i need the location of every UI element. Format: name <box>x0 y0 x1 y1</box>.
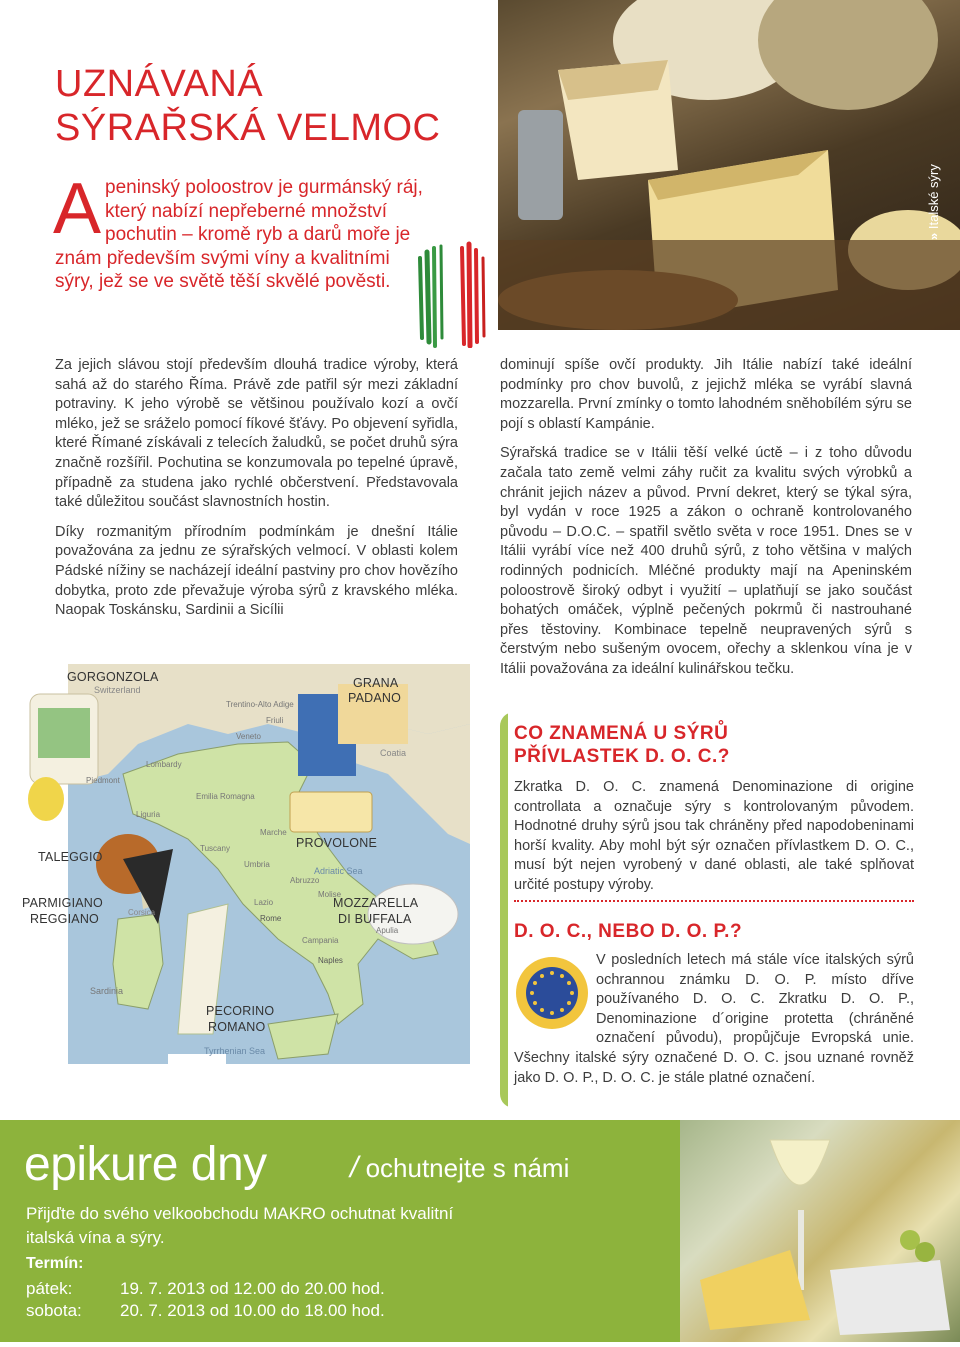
map-place: Switzerland <box>94 685 141 695</box>
section-tag-text: Italské sýry <box>926 164 941 230</box>
schedule-day: pátek: <box>26 1279 73 1298</box>
eu-protected-origin-seal-icon <box>514 955 590 1031</box>
doc-info-section <box>514 722 914 896</box>
cheese-illustration <box>498 0 960 330</box>
map-place: Friuli <box>266 716 284 725</box>
map-label-parmigiano: PARMIGIANO <box>22 896 103 910</box>
double-chevron-icon: » <box>926 232 941 240</box>
doc-title <box>514 722 914 768</box>
title-line-2: SÝRAŘSKÁ VELMOC <box>55 107 441 149</box>
map-label-romano: ROMANO <box>208 1020 266 1034</box>
map-place: Abruzzo <box>290 876 320 885</box>
article-paragraph: dominují spíše ovčí produkty. Jih Itálie nabízí také ideální podmínky pro chov buvolů, z jejichž mléka se vyrábí slavná mozzarella. První zmínky o tomto lahodném sněhobílém sýru se pojí s oblastí Kampánie. <box>500 357 912 432</box>
map-place: Piedmont <box>86 776 120 785</box>
map-place: Liguria <box>136 810 161 819</box>
map-label-pecorino: PECORINO <box>206 1004 275 1018</box>
map-place: Trentino-Alto Adige <box>226 700 294 709</box>
dop-text: V posledních letech má stále více italských sýrů ochrannou známku D. O. P. místo dříve používaného D. O. C. Zkratku D. O. P., Denominazione d´origine protetta (chráněné označení původu), propůjčuje Evropská unie. Všechny italské sýry označené D. O. C. jsou uznané rovněž jako D. O. P., D. O. C. je stále platné označení. <box>514 952 914 1086</box>
map-label-gorgonzola: GORGONZOLA <box>67 670 159 684</box>
map-label-padano: PADANO <box>348 691 402 705</box>
map-place: Naples <box>318 956 343 965</box>
article-right-column <box>500 356 912 690</box>
italian-flag-brush <box>414 238 494 348</box>
map-place: Adriatic Sea <box>314 866 363 876</box>
italy-cheese-map <box>22 664 470 1094</box>
section-tag <box>922 70 948 250</box>
article-paragraph: Sýrařská tradice se v Itálii těší velké úctě – i z toho důvodu začala tato země velmi záhy ručit za kvalitu svých výrobků a chránit jejich název a původ. První dekret, který se týkal sýra, byl vydán v roce 1925 a zákon o ochraně kontrolovaného původu – D.O.C. – spatřil světlo světa v roce 1951. Dnes se v Itálii vyrábí více než 400 druhů sýrů, z toho většina v malých rodinných podnicích. Mléčné produkty mají na Apeninském poloostrově široký odbyt i využití – uplatňují se jako součást bohatých omáček, výplně pečených pokrmů či nastrouhané přes těstoviny. Kombinace tepelně neupravených sýrů s čerstvým nebo sušeným ovocem, ořechy a sklenkou vína je v Itálii považována za ideální kulinářskou tečku. <box>500 445 912 677</box>
map-label-mozzarella: MOZZARELLA <box>333 896 419 910</box>
map-place: Umbria <box>244 860 270 869</box>
dop-title: D. O. C., NEBO D. O. P.? <box>514 921 743 942</box>
map-place: Tyrrhenian Sea <box>204 1046 266 1056</box>
map-place: Emilia Romagna <box>196 792 255 801</box>
dop-info-section <box>514 920 914 1088</box>
footer-invitation: Přijďte do svého velkoobchodu MAKRO ochutnat kvalitní italská vína a sýry. <box>26 1204 454 1247</box>
map-place: Corsica <box>128 908 156 917</box>
hero-cheese-photo <box>498 0 960 330</box>
article-paragraph: Díky rozmanitým přírodním podmínkám je dnešní Itálie považována za jednu ze sýrařských velmocí. V oblasti kolem Pádské nížiny se nacházejí ideální pastviny pro chov hovězího dobytka, proto zde převažuje výroba sýrů z kravského mléka. Naopak Toskánsku, Sardinii a Sicílii <box>55 523 458 619</box>
doc-text: Zkratka D. O. C. znamená Denominazione di origine controllata a označuje sýry s kontrolovaným původem. Hodnotné druhy sýrů jsou tak chráněny před napodobeninami horší kvality. Aby mohl být sýr označen přívlastkem D. O. C., musí být nejen vyrobený v dané oblasti, ale také splňovat určité postupy výroby. <box>514 779 914 893</box>
map-label-taleggio: TALEGGIO <box>38 850 103 864</box>
map-place: Rome <box>260 914 282 923</box>
map-place: Tuscany <box>200 844 230 853</box>
map-label-reggiano: REGGIANO <box>30 912 99 926</box>
intro-text: peninský poloostrov je gurmánský ráj, který nabízí nepřeberné množství pochutin – kromě ryb a darů moře je znám především svými víny a kvalitními sýry, jež se ve světě těší skvělé pověsti. <box>55 177 423 292</box>
map-place: Veneto <box>236 732 261 741</box>
termin-label: Termín: <box>26 1255 84 1272</box>
tagline-slash: / <box>350 1151 359 1184</box>
map-place: Campania <box>302 936 339 945</box>
doc-title-line-1: CO ZNAMENÁ U SÝRŮ <box>514 723 729 744</box>
schedule <box>26 1278 385 1322</box>
map-label-provolone: PROVOLONE <box>296 836 377 850</box>
map-label-dibuffala: DI BUFFALA <box>338 912 412 926</box>
intro-paragraph <box>53 169 425 294</box>
page-title <box>55 62 495 150</box>
map-place: Coatia <box>380 748 407 758</box>
map-place: Molise <box>318 890 342 899</box>
drop-cap: A <box>53 169 102 249</box>
map-place: Lombardy <box>146 760 182 769</box>
map-place: Lazio <box>254 898 274 907</box>
map-place: Marche <box>260 828 287 837</box>
schedule-row <box>26 1278 385 1300</box>
footer-tagline <box>350 1152 569 1184</box>
article-paragraph: Za jejich slávou stojí především dlouhá tradice výroby, která sahá až do starého Říma. Právě zde patřil sýr mezi základní potraviny. K jeho výrobě se většinou používalo kozí a ovčí mléko, jež se sráželo pomocí fíkové šťávy. Po objevení syřidla, které Římané získávali z telecích žaludků, se počet druhů sýra značně rozšířil. Pochutina se konzumovala po tepelné úpravě, případně za studena jako rychlé občerstvení. Představovala také důležitou součást slavnostních hostin. <box>55 357 458 511</box>
schedule-time: 19. 7. 2013 od 12.00 do 20.00 hod. <box>120 1279 385 1298</box>
title-line-1: UZNÁVANÁ <box>55 63 264 105</box>
map-place: Apulia <box>376 926 399 935</box>
brand-logo: epikure dny <box>24 1138 267 1191</box>
schedule-time: 20. 7. 2013 od 10.00 do 18.00 hod. <box>120 1301 385 1320</box>
dotted-divider <box>514 900 914 902</box>
wine-glass-illustration <box>680 1120 960 1342</box>
map-place: Sardinia <box>90 986 124 996</box>
map-label-grana: GRANA <box>353 676 399 690</box>
article-left-column <box>55 356 458 631</box>
doc-title-line-2: PŘÍVLASTEK D. O. C.? <box>514 746 730 767</box>
schedule-row <box>26 1300 385 1322</box>
tagline-text: ochutnejte s námi <box>365 1153 570 1183</box>
wine-cheese-photo <box>680 1120 960 1342</box>
schedule-day: sobota: <box>26 1301 82 1320</box>
